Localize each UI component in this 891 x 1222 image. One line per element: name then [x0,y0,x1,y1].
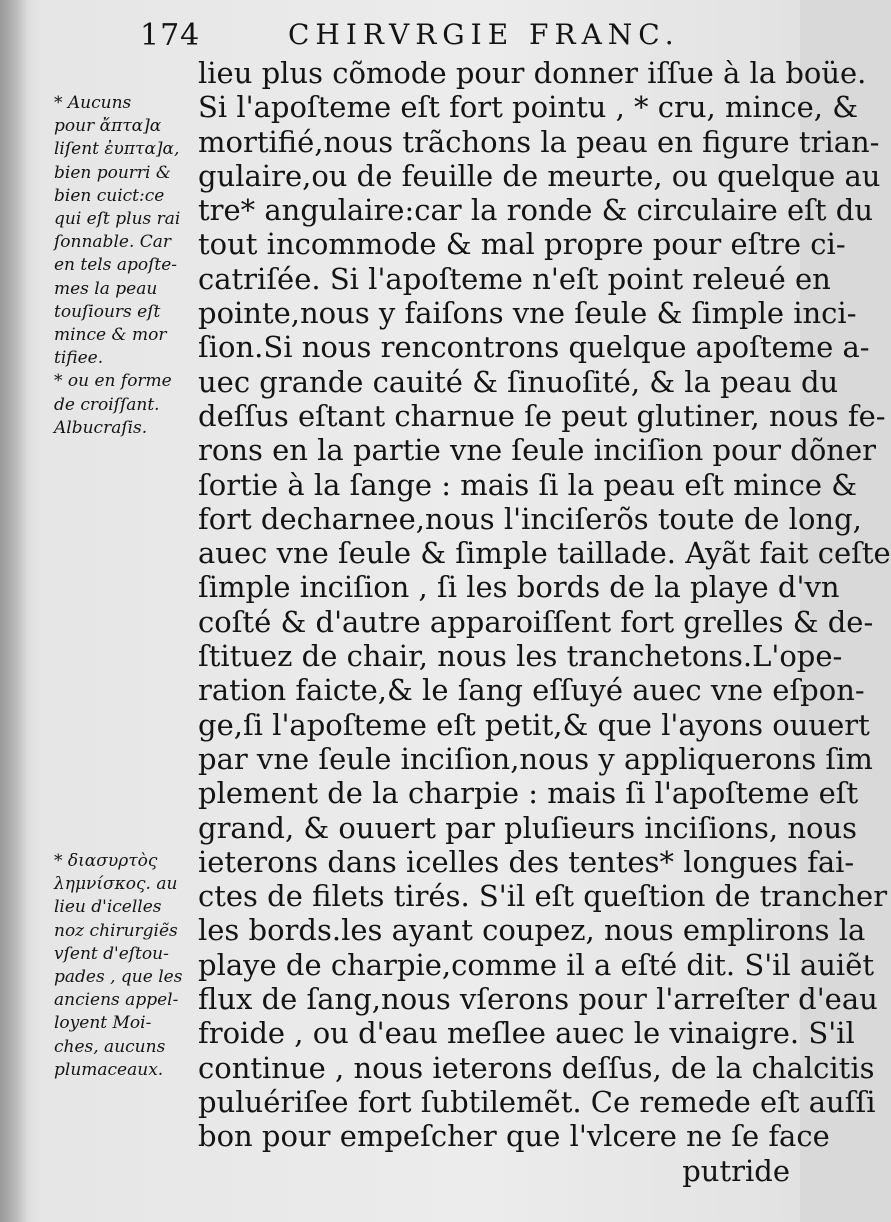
text-line: flux de ſang,nous vſerons pour l'arreſter d'eau [198,982,878,1017]
text-line: Si l'apoſteme eſt fort pointu , * cru, mince, & [198,90,859,125]
margin-note-line: ſonnable. Car [54,232,172,253]
text-line: uec grande cauité & ſinuoſité, & la peau du [198,364,839,399]
text-line: par vne ſeule inciſion,nous y appliquerons ſim [198,741,873,776]
text-line: ieterons dans icelles des tentes* longues fai- [198,844,855,879]
margin-note-line: tifiee. [54,348,104,369]
text-line: playe de charpie,comme il a eſté dit. S'il auiẽt [198,947,875,982]
margin-note-line: * διασυρτὸς [54,851,158,871]
margin-note-line: * Aucuns [54,93,132,113]
margin-note-line: λημνίσκος. au [54,874,178,895]
margin-note-line: liſent ἐυπτα]α, [54,139,180,160]
main-text-block [198,56,891,1188]
margin-note-1 [54,92,200,440]
text-line: gulaire,ou de feuille de meurte, ou quelque au [198,158,881,193]
text-line: catriſée. Si l'apoſteme n'eſt point releué en [198,261,831,296]
margin-note-line: qui eſt plus rai [54,209,181,230]
text-line: puluériſee fort ſubtilemẽt. Ce remede eſt auſſi [198,1084,876,1119]
text-line: ge,ſi l'apoſteme eſt petit,& que l'ayons ouuert [198,707,870,742]
text-line: ration faicte,& le ſang eſſuyé auec vne eſpon- [198,673,865,708]
margin-note-line: loyent Moi- [54,1013,152,1034]
margin-note-line: * ou en forme [54,371,172,392]
text-line: froide , ou d'eau meſlee auec le vinaigre. S'il [198,1016,855,1051]
text-line: grand, & ouuert par pluſieurs inciſions, nous [198,810,858,845]
margin-note-line: mes la peau [54,278,158,299]
text-line: deſſus eſtant charnue ſe peut glutiner, nous fe- [198,398,886,433]
text-line: ſtituez de chair, nous les tranchetons.L'ope- [198,639,843,674]
text-line: mortifié,nous trãchons la peau en figure trian- [198,124,880,159]
text-line: rons en la partie vne ſeule inciſion pour dõner [198,433,876,468]
margin-note-line: bien pourri & [54,162,172,183]
text-line: ſion.Si nous rencontrons quelque apoſteme a- [198,330,870,365]
text-line: fort decharnee,nous l'inciſerõs toute de long, [198,501,862,536]
text-line: ctes de filets tirés. S'il eſt queſtion de trancher [198,879,888,914]
margin-note-line: mince & mor [54,325,167,346]
catchword: putride [682,1153,790,1188]
text-line: pointe,nous y faiſons vne ſeule & ſimple inci- [198,296,857,331]
text-line: tre* angulaire:car la ronde & circulaire eſt du [198,193,874,228]
margin-note-line: ches, aucuns [54,1036,166,1057]
margin-note-line: bien cuict:ce [54,185,165,206]
page-fold-shadow [0,0,28,1222]
margin-note-line: vſent d'eſtou- [54,943,169,964]
margin-note-line: noz chirurgiẽs [54,920,178,941]
page-number: 174 [140,18,201,53]
margin-note-line: pades , que les [54,967,183,988]
text-line: coſté & d'autre apparoiſſent fort grelles & de- [198,604,874,639]
margin-note-line: de croiſſant. [54,394,160,415]
text-line: ſortie à la ſange : mais ſi la peau eſt mince & [198,467,858,502]
margin-note-line: lieu d'icelles [54,897,162,918]
running-head: CHIRVRGIE FRANC. [288,18,680,51]
text-line: bon pour empeſcher que l'vlcere ne ſe face [198,1119,830,1154]
page-header [0,14,800,54]
margin-note-line: plumaceaux. [54,1059,164,1080]
text-line: tout incommode & mal propre pour eſtre ci- [198,227,846,262]
text-line: continue , nous ieterons deſſus, de la chalcitis [198,1050,875,1085]
margin-note-line: touſiours eſt [54,301,161,322]
margin-note-line: pour ἄπτα]α [54,116,162,137]
text-line: plement de la charpie : mais ſi l'apoſteme eſt [198,776,859,811]
text-line: les bords.les ayant coupez, nous emplirons la [198,913,866,948]
text-line: lieu plus cõmode pour donner iſſue à la boüe. [198,56,867,90]
text-line: auec vne ſeule & ſimple taillade. Ayãt fait ceſte [198,536,891,571]
margin-note-line: en tels apoſte- [54,255,178,276]
margin-note-line: Albucraſis. [54,417,148,438]
text-line: ſimple inciſion , ſi les bords de la playe d'vn [198,570,840,605]
margin-note-line: anciens appel- [54,990,179,1011]
margin-note-2 [54,850,200,1082]
